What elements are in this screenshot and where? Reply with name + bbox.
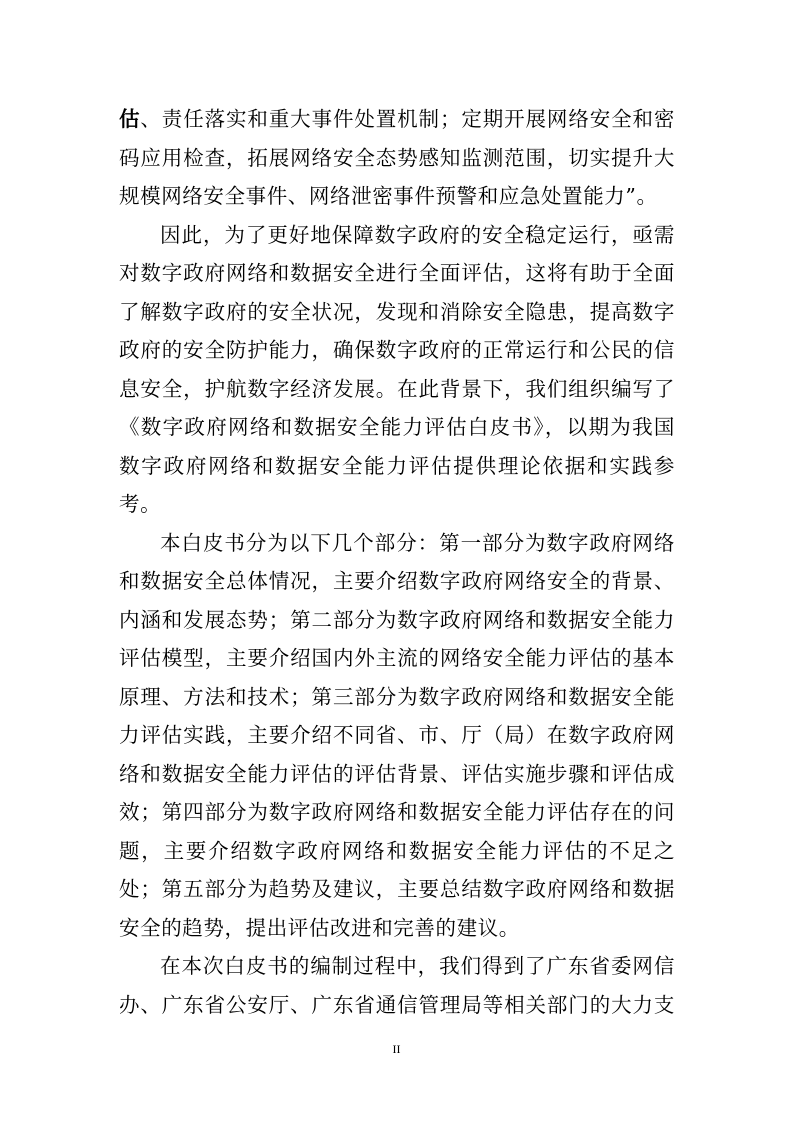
body-text — [119, 100, 675, 1024]
paragraph-background: 因此，为了更好地保障数字政府的安全稳定运行，亟需对数字政府网络和数据安全进行全面评估，这将有助于全面了解数字政府的安全状况，发现和消除安全隐患，提高数字政府的安全防护能力，确保数字政府的正常运行和公民的信息安全，护航数字经济发展。在此背景下，我们组织编写了《数字政府网络和数据安全能力评估白皮书》，以期为我国数字政府网络和数据安全能力评估提供理论依据和实践参考。 — [119, 222, 675, 516]
paragraph-acknowledgement: 在本次白皮书的编制过程中，我们得到了广东省委网信办、广东省公安厅、广东省通信管理局等相关部门的大力支 — [119, 954, 675, 1017]
continuation-lead-char: 估 — [119, 107, 141, 131]
paragraph-structure: 本白皮书分为以下几个部分：第一部分为数字政府网络和数据安全总体情况，主要介绍数字政府网络安全的背景、内涵和发展态势；第二部分为数字政府网络和数据安全能力评估模型，主要介绍国内外主流的网络安全能力评估的基本原理、方法和技术；第三部分为数字政府网络和数据安全能力评估实践，主要介绍不同省、市、厅（局）在数字政府网络和数据安全能力评估的评估背景、评估实施步骤和评估成效；第四部分为数字政府网络和数据安全能力评估存在的问题，主要介绍数字政府网络和数据安全能力评估的不足之处；第五部分为趋势及建议，主要总结数字政府网络和数据安全的趋势，提出评估改进和完善的建议。 — [119, 530, 675, 940]
page-number: II — [392, 1042, 401, 1056]
paragraph-text: 、责任落实和重大事件处置机制；定期开展网络安全和密码应用检查，拓展网络安全态势感知监测范围，切实提升大规模网络安全事件、网络泄密事件预警和应急处置能力”。 — [119, 107, 675, 208]
paragraph-continuation — [119, 100, 675, 216]
